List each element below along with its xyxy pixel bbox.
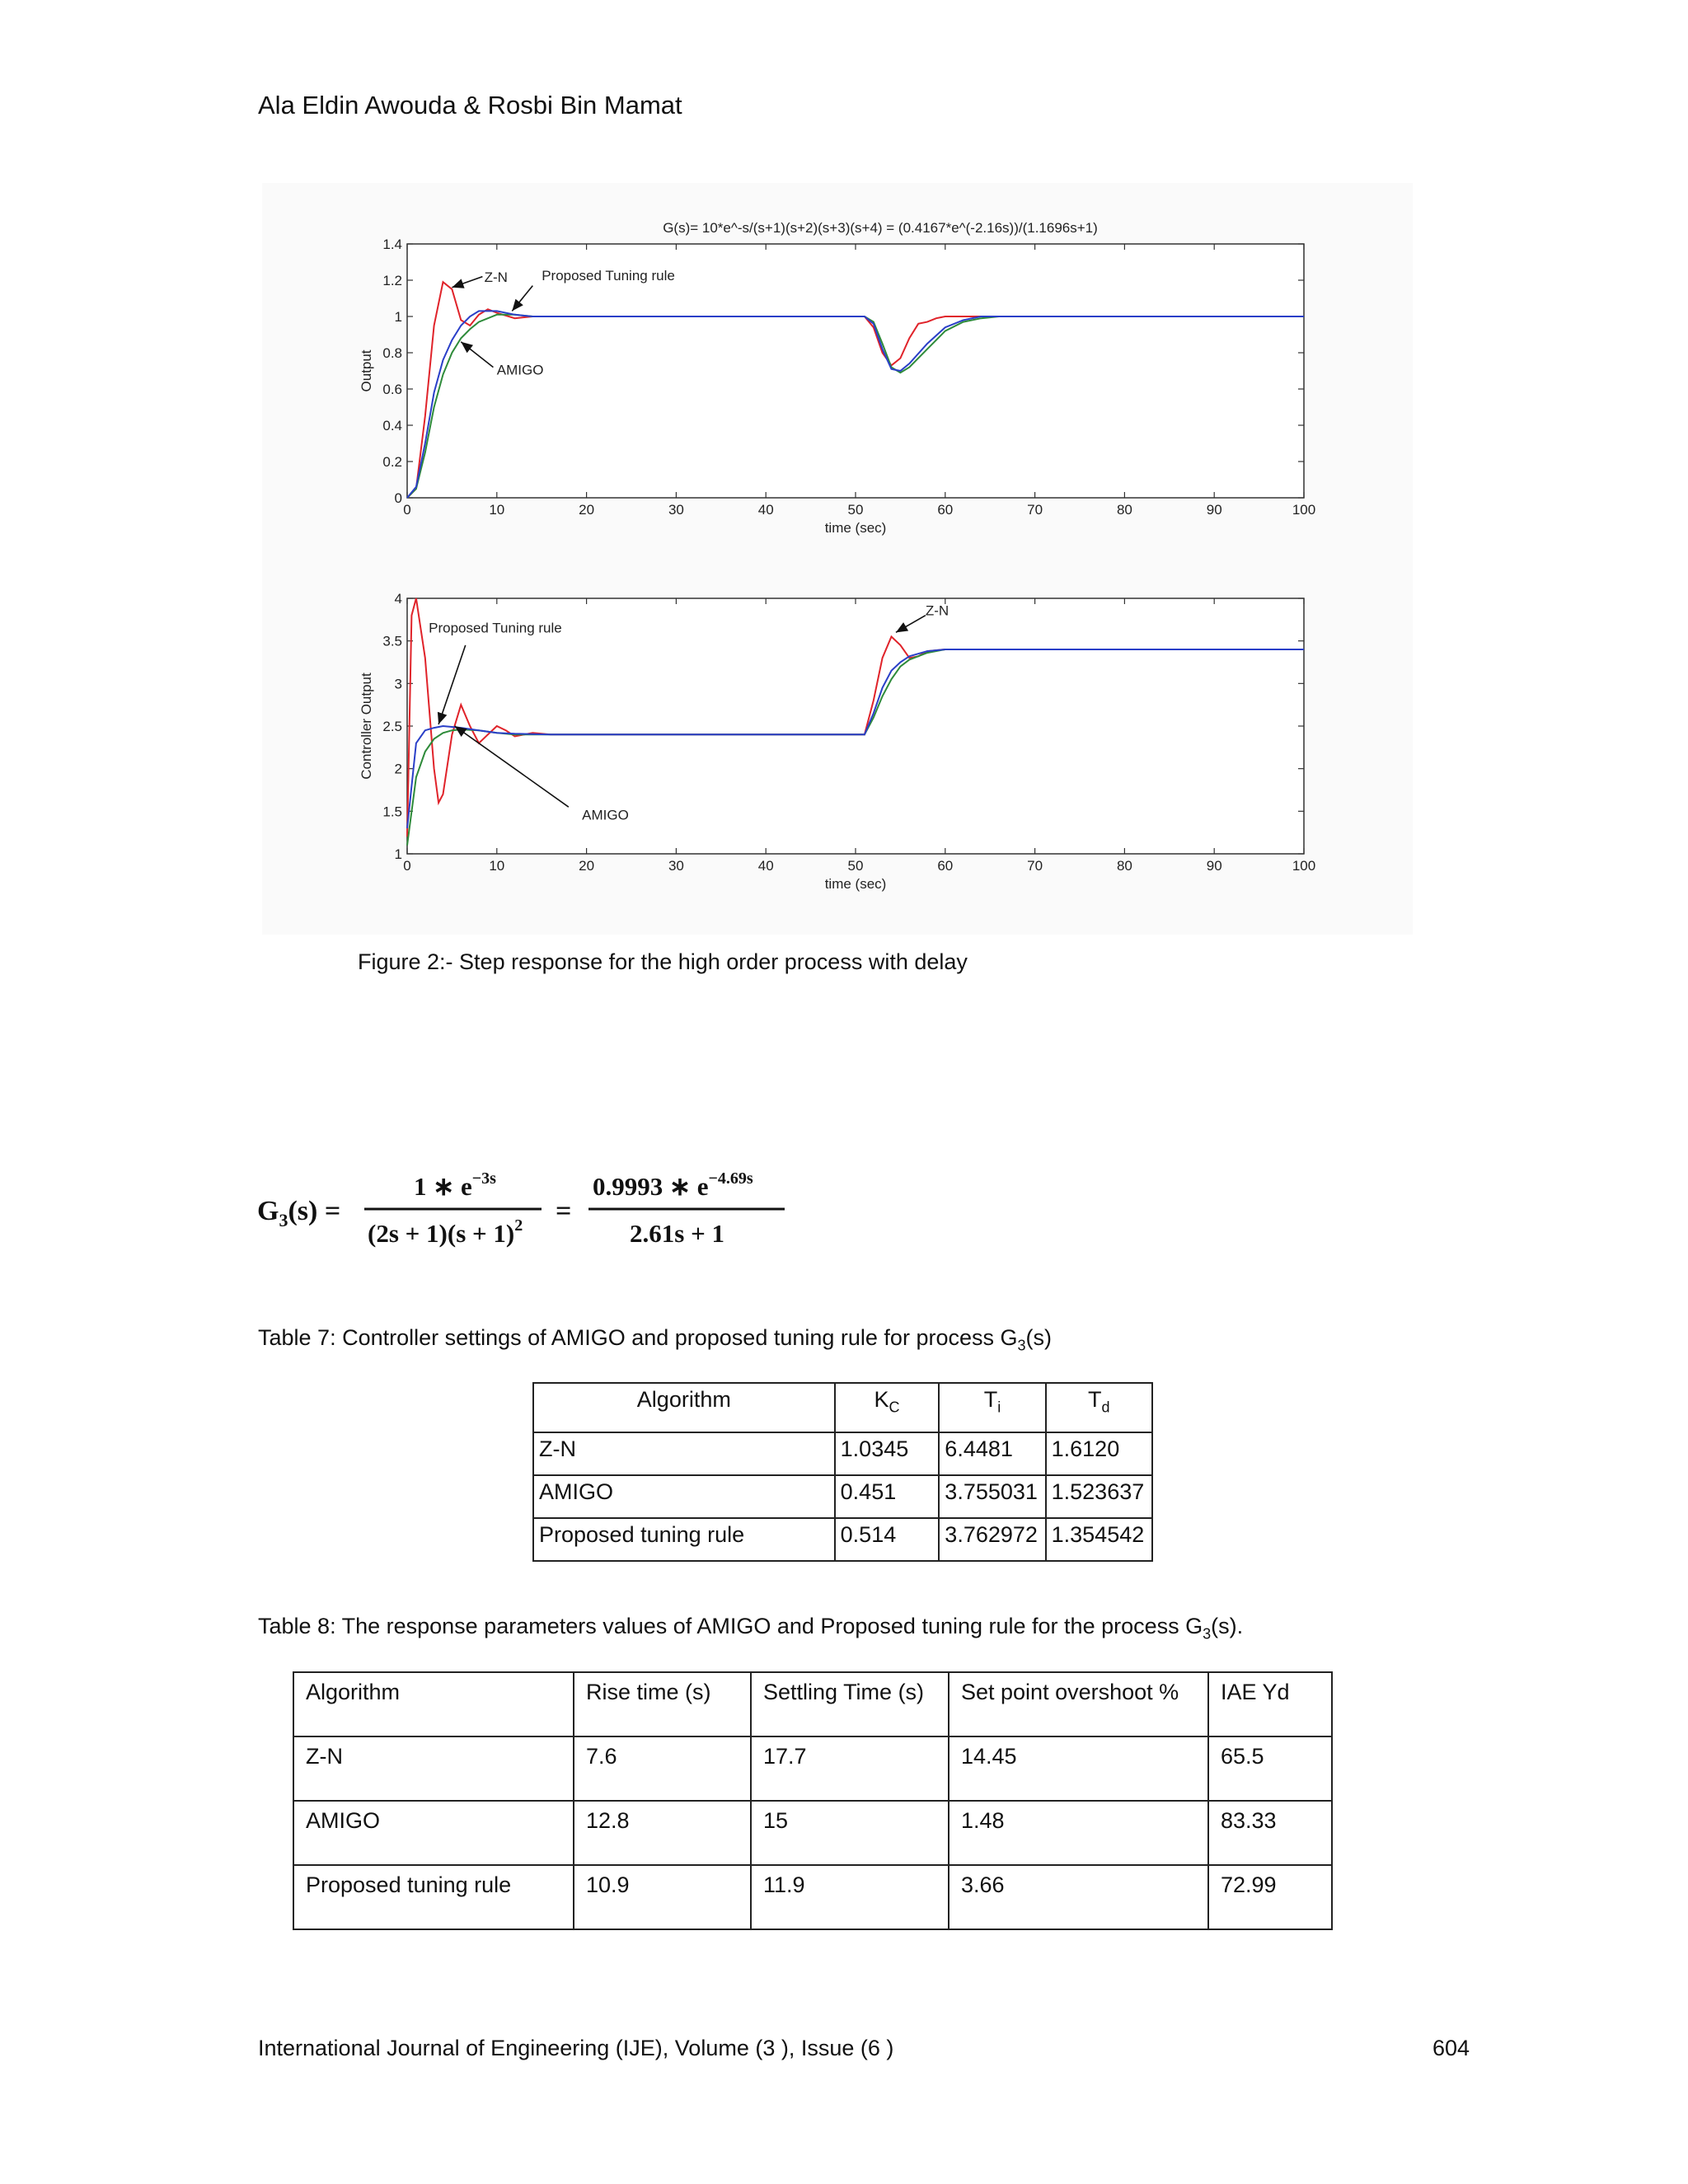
eq-num2: 0.9993 ∗ e — [593, 1172, 709, 1201]
table-row — [293, 1865, 1332, 1929]
x-tick-label: 60 — [937, 502, 954, 518]
y-tick-label: 1.2 — [382, 273, 402, 288]
x-tick-label: 30 — [668, 502, 684, 518]
y-tick-label: 1.4 — [382, 237, 402, 252]
table-header-cell: Settling Time (s) — [751, 1672, 949, 1736]
svg-text:1 ∗ e−3s — [414, 1169, 496, 1201]
svg-text:0.9993 ∗ e−4.69s — [593, 1169, 753, 1201]
eq-num2-exp: −4.69s — [708, 1169, 753, 1188]
table-cell: 65.5 — [1208, 1736, 1332, 1801]
eq-den1: (2s + 1)(s + 1) — [368, 1219, 515, 1248]
table-cell: 0.451 — [835, 1475, 940, 1518]
annotation-label: AMIGO — [582, 807, 629, 823]
y-tick-label: 2.5 — [382, 719, 402, 734]
table-cell: 1.354542 — [1046, 1518, 1152, 1561]
annotation-label: Z-N — [484, 269, 508, 286]
eq-den1-exp: 2 — [514, 1216, 523, 1235]
x-tick-label: 10 — [489, 858, 505, 874]
table-cell: 17.7 — [751, 1736, 949, 1801]
x-tick-label: 100 — [1292, 858, 1316, 874]
annotation-label: AMIGO — [496, 362, 544, 378]
x-tick-label: 80 — [1116, 858, 1132, 874]
table-cell: 83.33 — [1208, 1801, 1332, 1865]
table7-caption: Table 7: Controller settings of AMIGO and proposed tuning rule for process $G_3(s)$ — [258, 1325, 1052, 1354]
y-tick-label: 3 — [394, 676, 402, 692]
table-cell: Z-N — [293, 1736, 574, 1801]
plot-area — [407, 598, 1304, 854]
x-tick-label: 40 — [757, 502, 774, 518]
table-header-row — [533, 1383, 1152, 1432]
table-header-cell: $K_C$ — [835, 1383, 940, 1432]
equation-g3-svg — [257, 1162, 801, 1261]
svg-text:(2s + 1)(s + 1)2 — [368, 1216, 523, 1248]
figure-2-chart — [262, 183, 1413, 935]
x-tick-label: 100 — [1292, 502, 1316, 518]
x-tick-label: 40 — [757, 858, 774, 874]
page-number: 604 — [1432, 2036, 1470, 2060]
x-axis-label: time (sec) — [824, 876, 887, 892]
table-header-row — [293, 1672, 1332, 1736]
table-cell: 1.523637 — [1046, 1475, 1152, 1518]
table-row — [533, 1518, 1152, 1561]
y-axis-label: Controller Output — [359, 673, 374, 780]
y-tick-label: 0.4 — [382, 418, 402, 434]
y-axis-label: Output — [359, 349, 374, 392]
figure-2 — [262, 183, 1413, 935]
table8-caption: Table 8: The response parameters values of AMIGO and Proposed tuning rule for the process $G_3(s)$. — [258, 1614, 1244, 1643]
y-tick-label: 1.5 — [382, 804, 402, 820]
x-tick-label: 90 — [1206, 502, 1222, 518]
x-tick-label: 20 — [579, 502, 595, 518]
table-cell: 0.514 — [835, 1518, 940, 1561]
table-row — [533, 1432, 1152, 1475]
x-tick-label: 20 — [579, 858, 595, 874]
annotation-label: Proposed Tuning rule — [542, 268, 675, 284]
equation-g3 — [257, 1162, 801, 1265]
table-cell: 11.9 — [751, 1865, 949, 1929]
table-cell: 7.6 — [574, 1736, 751, 1801]
table-row — [293, 1736, 1332, 1801]
annotation-label: Proposed Tuning rule — [429, 620, 562, 636]
y-tick-label: 0.2 — [382, 454, 402, 470]
table-cell: 1.48 — [949, 1801, 1208, 1865]
x-tick-label: 80 — [1116, 502, 1132, 518]
table-row — [293, 1801, 1332, 1865]
figure-caption: Figure 2:- Step response for the high order process with delay — [358, 949, 968, 974]
x-tick-label: 30 — [668, 858, 684, 874]
table-header-cell: Algorithm — [533, 1383, 835, 1432]
subplot-1 — [359, 220, 1315, 536]
svg-text:=: = — [556, 1196, 572, 1226]
running-header: Ala Eldin Awouda & Rosbi Bin Mamat — [258, 91, 682, 120]
y-tick-label: 3.5 — [382, 633, 402, 649]
table-cell: 1.0345 — [835, 1432, 940, 1475]
eq-lhs: G — [257, 1196, 279, 1226]
table-header-cell: IAE Yd — [1208, 1672, 1332, 1736]
table-cell: Proposed tuning rule — [293, 1865, 574, 1929]
y-tick-label: 0 — [394, 490, 402, 506]
table-cell: 6.4481 — [939, 1432, 1045, 1475]
eq-num1: 1 ∗ e — [414, 1172, 472, 1201]
subplot-2 — [359, 591, 1315, 892]
table-cell: 15 — [751, 1801, 949, 1865]
table-header-cell: Set point overshoot % — [949, 1672, 1208, 1736]
x-tick-label: 90 — [1206, 858, 1222, 874]
x-tick-label: 70 — [1027, 858, 1043, 874]
table-cell: 10.9 — [574, 1865, 751, 1929]
table-cell: 3.762972 — [939, 1518, 1045, 1561]
x-tick-label: 0 — [403, 502, 411, 518]
svg-text:G3(s) = — [257, 1196, 340, 1230]
table8 — [293, 1671, 1333, 1930]
table-cell: 72.99 — [1208, 1865, 1332, 1929]
x-tick-label: 70 — [1027, 502, 1043, 518]
x-tick-label: 50 — [847, 502, 864, 518]
annotation-label: Z-N — [925, 602, 950, 619]
footer-journal: International Journal of Engineering (IJE), Volume (3 ), Issue (6 ) — [258, 2036, 894, 2060]
table-cell: 3.66 — [949, 1865, 1208, 1929]
table-row — [533, 1475, 1152, 1518]
y-tick-label: 0.8 — [382, 345, 402, 361]
y-tick-label: 1 — [394, 309, 402, 325]
table-header-cell: Algorithm — [293, 1672, 574, 1736]
x-tick-label: 50 — [847, 858, 864, 874]
table-header-cell: $T_d$ — [1046, 1383, 1152, 1432]
x-tick-label: 10 — [489, 502, 505, 518]
eq-lhs-arg: (s) = — [288, 1196, 341, 1226]
table-cell: 1.6120 — [1046, 1432, 1152, 1475]
eq-num1-exp: −3s — [471, 1169, 496, 1188]
y-tick-label: 1 — [394, 846, 402, 862]
x-tick-label: 0 — [403, 858, 411, 874]
eq-den2: 2.61s + 1 — [630, 1219, 724, 1248]
table-cell: AMIGO — [293, 1801, 574, 1865]
x-tick-label: 60 — [937, 858, 954, 874]
table-cell: AMIGO — [533, 1475, 835, 1518]
x-axis-label: time (sec) — [824, 520, 887, 536]
y-tick-label: 0.6 — [382, 382, 402, 397]
table-cell: 14.45 — [949, 1736, 1208, 1801]
table-header-cell: Rise time (s) — [574, 1672, 751, 1736]
table-cell: Proposed tuning rule — [533, 1518, 835, 1561]
table7 — [532, 1382, 1153, 1562]
table-header-cell: $T_i$ — [939, 1383, 1045, 1432]
y-tick-label: 2 — [394, 761, 402, 777]
y-tick-label: 4 — [394, 591, 402, 607]
chart-title: G(s)= 10*e^-s/(s+1)(s+2)(s+3)(s+4) = (0.4167*e^(-2.16s))/(1.1696s+1) — [663, 220, 1098, 236]
table-cell: Z-N — [533, 1432, 835, 1475]
table-cell: 3.755031 — [939, 1475, 1045, 1518]
table-cell: 12.8 — [574, 1801, 751, 1865]
eq-lhs-sub: 3 — [279, 1210, 288, 1230]
